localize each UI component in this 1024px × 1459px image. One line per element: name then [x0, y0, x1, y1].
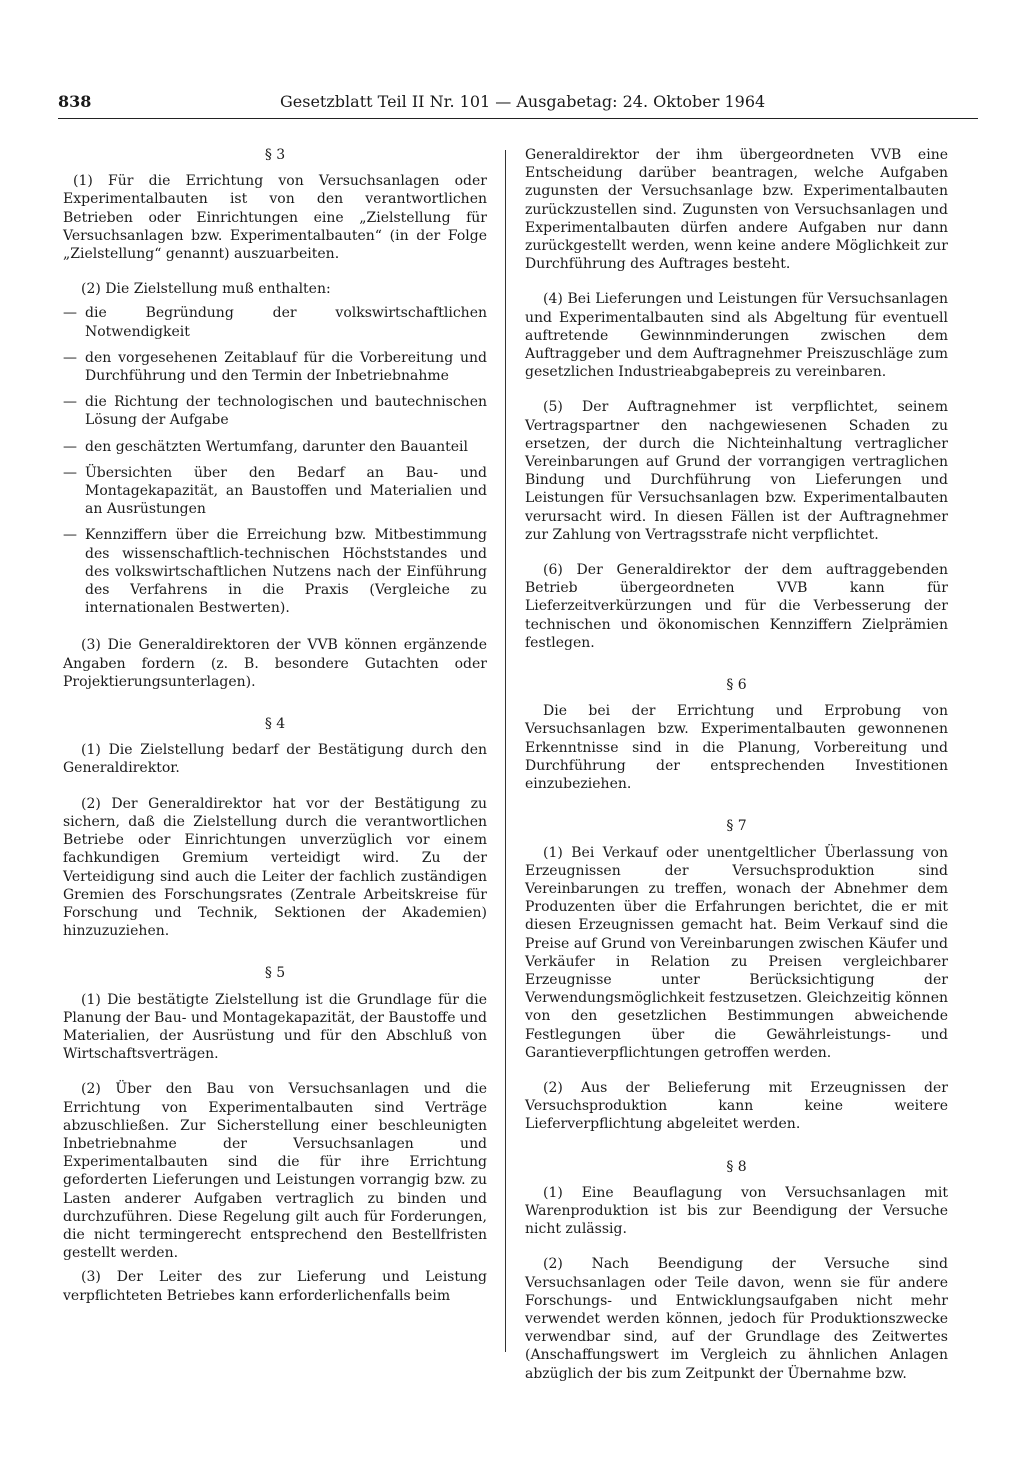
section-3-paragraph-2: (2) Die Zielstellung muß enthalten: [81, 281, 331, 298]
section-6-paragraph-1: Die bei der Errichtung und Erprobung von Versuchsanlagen bzw. Experimentalbauten gewonnenen Erkenntnisse sind in die Planung, Vorbereitung und Durchführung der entsprechenden Investitionen einzubeziehen. [525, 703, 948, 793]
section-3-paragraph-3: (3) Die Generaldirektoren der VVB können ergänzende Angaben fordern (z. B. besondere Gutachten oder Projektierungsunterlagen). [63, 637, 487, 690]
section-7-paragraph-2: (2) Aus der Belieferung mit Erzeugnissen der Versuchsproduktion kann keine weitere Lieferverpflichtung abgeleitet werden. [525, 1079, 948, 1133]
section-8-paragraph-2: (2) Nach Beendigung der Versuche sind Versuchsanlagen oder Teile davon, wenn sie für andere Forschungs- und Entwicklungsaufgaben nicht mehr verwendet werden können, jedoch für Produktionszwecke verwendbar sind, auf der Grundlage des Zeitwertes (Anschaffungswert im Vergleich zu ähnlichen Anlagen abzüglich der bis zum Zeitpunkt der Übernahme bzw. [525, 1256, 948, 1382]
section-8-paragraph-1: (1) Eine Beauflagung von Versuchsanlagen mit Warenproduktion ist bis zur Beendigung der Versuche nicht zulässig. [525, 1184, 948, 1238]
section-5-paragraph-4: (4) Bei Lieferungen und Leistungen für Versuchsanlagen und Experimentalbauten sind als Abgeltung für eventuell auftretende Gewinnminderungen zwischen dem Auftraggeber und dem Auftragnehmer Preiszuschläge zum gesetzlichen Industrieabgabepreis zu vereinbaren. [525, 291, 948, 381]
list-item: — Übersichten über den Bedarf an Bau- und Montagekapazität, an Baustoffen und Materialien und an Ausrüstungen [63, 464, 487, 519]
section-4-title: § 4 [264, 716, 286, 733]
section-5-paragraph-3: (3) Der Leiter des zur Lieferung und Leistung verpflichteten Betriebes kann erforderlichenfalls beim [63, 1269, 487, 1304]
page-header [58, 86, 978, 119]
section-7-paragraph-1: (1) Bei Verkauf oder unentgeltlicher Überlassung von Erzeugnissen der Versuchsproduktion sind Vereinbarungen zu treffen, wonach der Abnehmer dem Produzenten über die Erfahrungen berichtet, die er mit diesen Erzeugnissen gemacht hat. Beim Verkauf sind die Preise auf Grund von Vereinbarungen zwischen Käufer und Verkäufer in Relation zu Preisen vergleichbarer Erzeugnisse unter Berücksichtigung der Verwendungsmöglichkeit festzusetzen. Gleichzeitig können von den gesetzlichen Bestimmungen abweichende Festlegungen über die Gewährleistungs- und Garantieverpflichtungen getroffen werden. [525, 844, 948, 1061]
list-item: — die Begründung der volkswirtschaftlichen Notwendigkeit [63, 304, 487, 340]
section-5-title: § 5 [264, 965, 286, 982]
section-5-paragraph-1: (1) Die bestätigte Zielstellung ist die Grundlage für die Planung der Bau- und Montagekapazität, der Baustoffe und Materialien, der Ausrüstung und für den Abschluß von Wirtschaftsverträgen. [63, 991, 487, 1063]
section-4-paragraph-1: (1) Die Zielstellung bedarf der Bestätigung durch den Generaldirektor. [63, 742, 487, 777]
section-8-title: § 8 [726, 1158, 747, 1175]
section-3-title: § 3 [264, 147, 286, 163]
left-column [63, 146, 487, 1311]
list-item: — die Richtung der technologischen und bautechnischen Lösung der Aufgabe [63, 393, 487, 429]
section-3-paragraph-1: (1) Für die Errichtung von Versuchsanlagen oder Experimentalbauten ist von den verantwortlichen Betrieben oder Einrichtungen eine „Zielstellung für Versuchsanlagen bzw. Experimentalbauten“ (in der Folge „Zielstellung“ genannt) auszuarbeiten. [63, 173, 487, 263]
section-4-paragraph-2: (2) Der Generaldirektor hat vor der Bestätigung zu sichern, daß die Zielstellung durch die verantwortlichen Betriebe oder Einrichtungen unverzüglich vor einem fachkundigen Gremium verteidigt wird. Zu der Verteidigung sind auch die Leiter der fachlich zuständigen Gremien des Forschungsrates (Zentrale Arbeitskreise für Forschung und Technik, Sektionen der Akademien) hinzuzuziehen. [63, 795, 487, 940]
section-5-paragraph-5: (5) Der Auftragnehmer ist verpflichtet, seinem Vertragspartner den nachgewiesenen Schaden zu ersetzen, der durch die Nichteinhaltung vertraglicher Vereinbarungen auf Grund der vorrangigen vertraglichen Bindung und Durchführung von Lieferungen und Leistungen für Versuchsanlagen bzw. Experimentalbauten verursacht wird. In diesen Fällen ist der Auftragnehmer zur Zahlung von Vertragsstrafe nicht verpflichtet. [525, 399, 948, 543]
running-title: Gesetzblatt Teil II Nr. 101 — Ausgabetag: 24. Oktober 1964 [280, 92, 766, 111]
section-6-title: § 6 [726, 677, 747, 694]
list-item: — den vorgesehenen Zeitablauf für die Vorbereitung und Durchführung und den Termin der Inbetriebnahme [63, 349, 487, 385]
section-5-paragraph-6: (6) Der Generaldirektor der dem auftraggebenden Betrieb übergeordneten VVB kann für Lieferzeitverkürzungen und für die Verbesserung der technischen und ökonomischen Kennziffern Zielprämien festlegen. [525, 562, 948, 651]
list-item: — Kennziffern über die Erreichung bzw. Mitbestimmung des wissenschaftlich-technischen Höchststandes und des volkswirtschaftlichen Nutzens nach der Einführung des Verfahrens in die Praxis (Vergleiche zu internationalen Bestwerten). [63, 526, 487, 617]
page-number: 838 [58, 92, 92, 111]
continued-paragraph: Generaldirektor der ihm übergeordneten VVB eine Entscheidung darüber beantragen, welche Aufgaben zugunsten der Versuchsanlage bzw. Experimentalbauten zurückzustellen sind. Zugunsten von Versuchsanlagen und Experimentalbauten dürfen andere Aufgaben nur dann zurückgestellt werden, wenn keine andere Möglichkeit zur Durchführung des Auftrages besteht. [525, 147, 948, 273]
section-7-title: § 7 [726, 818, 747, 835]
list-item: — den geschätzten Wertumfang, darunter den Bauanteil [63, 438, 487, 456]
section-5-paragraph-2: (2) Über den Bau von Versuchsanlagen und die Errichtung von Experimentalbauten sind Verträge abzuschließen. Zur Sicherstellung einer beschleunigten Inbetriebnahme der Versuchsanlagen und Experimentalbauten sind die für ihre Errichtung geforderten Lieferungen und Leistungen vorrangig bzw. zu Lasten anderer Aufgaben vertraglich zu binden und durchzuführen. Diese Regelung gilt auch für Forderungen, die nicht termingerecht entsprechend den Bestellfristen gestellt werden. [63, 1081, 487, 1262]
column-divider [505, 150, 506, 1352]
right-column [525, 146, 948, 1389]
requirements-list [63, 304, 487, 617]
